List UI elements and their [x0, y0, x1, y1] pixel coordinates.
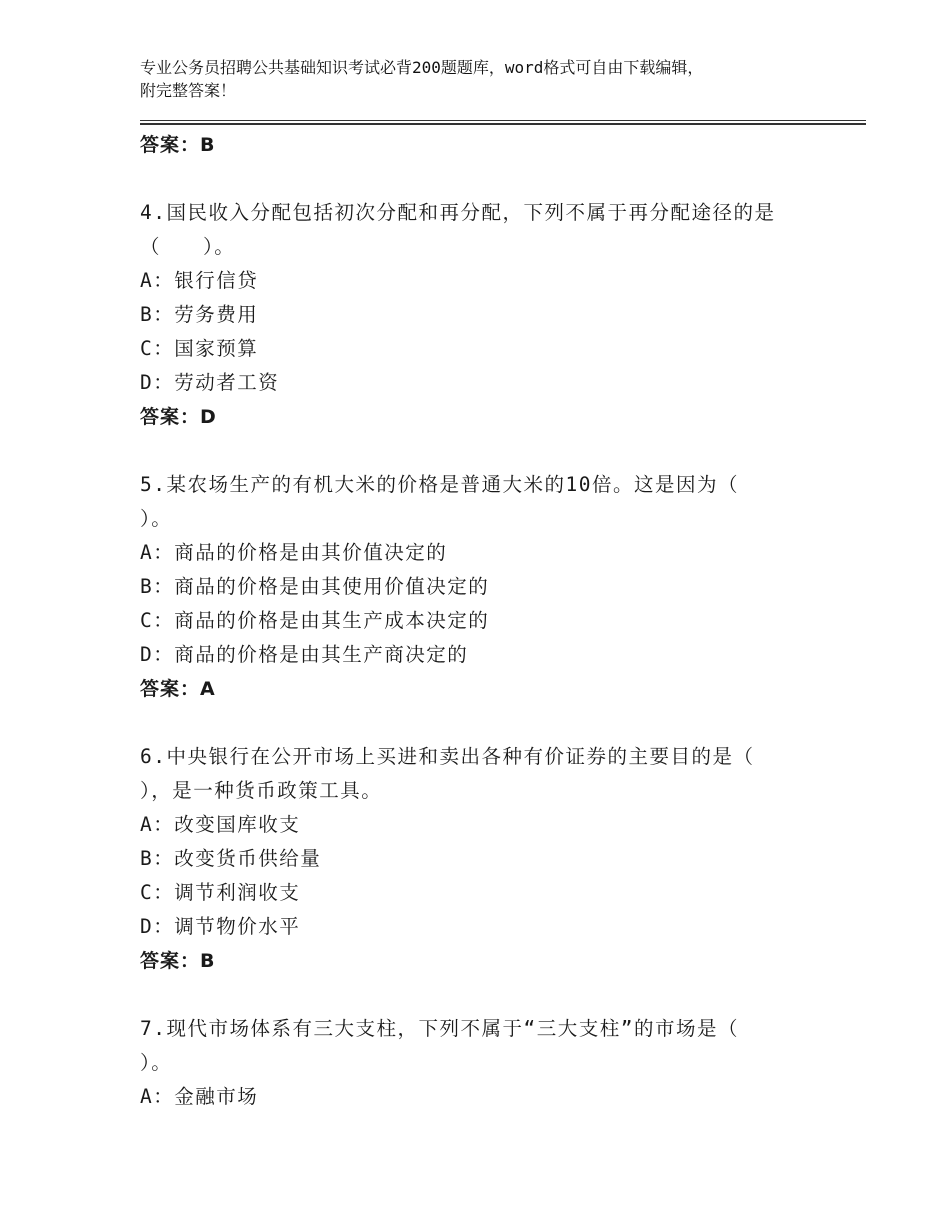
header-line-2: 附完整答案！ — [140, 81, 237, 100]
question-7-stem-line-1: 7.现代市场体系有三大支柱，下列不属于“三大支柱”的市场是（ — [140, 1017, 739, 1040]
question-4-answer: 答案：D — [140, 406, 217, 428]
header-divider — [140, 120, 866, 125]
question-5-option-c: C：商品的价格是由其生产成本决定的 — [140, 609, 490, 632]
answer-3: 答案：B — [140, 134, 216, 156]
question-7-stem-line-2: ）。 — [140, 1051, 173, 1074]
question-6-option-b: B：改变货币供给量 — [140, 847, 322, 870]
question-4-stem — [140, 196, 830, 264]
question-list — [140, 128, 830, 1114]
question-4-option-b: B：劳务费用 — [140, 303, 259, 326]
question-7-option-a: A：金融市场 — [140, 1085, 259, 1108]
question-6-option-c: C：调节利润收支 — [140, 881, 301, 904]
question-5-option-d: D：商品的价格是由其生产商决定的 — [140, 643, 469, 666]
header-line-1: 专业公务员招聘公共基础知识考试必背200题题库，word格式可自由下载编辑， — [140, 58, 704, 77]
question-4-stem-line-1: 4.国民收入分配包括初次分配和再分配，下列不属于再分配途径的是 — [140, 201, 776, 224]
question-4-option-c: C：国家预算 — [140, 337, 259, 360]
question-5-stem-line-1: 5.某农场生产的有机大米的价格是普通大米的10倍。这是因为（ — [140, 473, 739, 496]
question-4-stem-line-2: （ ）。 — [140, 235, 236, 258]
question-4-option-a: A：银行信贷 — [140, 269, 259, 292]
question-4 — [140, 196, 830, 434]
question-6 — [140, 740, 830, 978]
question-5-stem — [140, 468, 830, 536]
question-7-stem — [140, 1012, 830, 1080]
document-header — [140, 56, 840, 102]
question-4-option-d: D：劳动者工资 — [140, 371, 280, 394]
question-7 — [140, 1012, 830, 1114]
question-6-stem-line-2: ），是一种货币政策工具。 — [140, 779, 383, 802]
question-6-answer: 答案：B — [140, 950, 216, 972]
question-5-option-a: A：商品的价格是由其价值决定的 — [140, 541, 448, 564]
question-6-option-a: A：改变国库收支 — [140, 813, 301, 836]
question-6-stem-line-1: 6.中央银行在公开市场上买进和卖出各种有价证券的主要目的是（ — [140, 745, 755, 768]
question-5 — [140, 468, 830, 706]
question-6-stem — [140, 740, 830, 808]
question-5-option-b: B：商品的价格是由其使用价值决定的 — [140, 575, 490, 598]
question-5-answer: 答案：A — [140, 678, 216, 700]
question-5-stem-line-2: ）。 — [140, 507, 173, 530]
question-6-option-d: D：调节物价水平 — [140, 915, 301, 938]
